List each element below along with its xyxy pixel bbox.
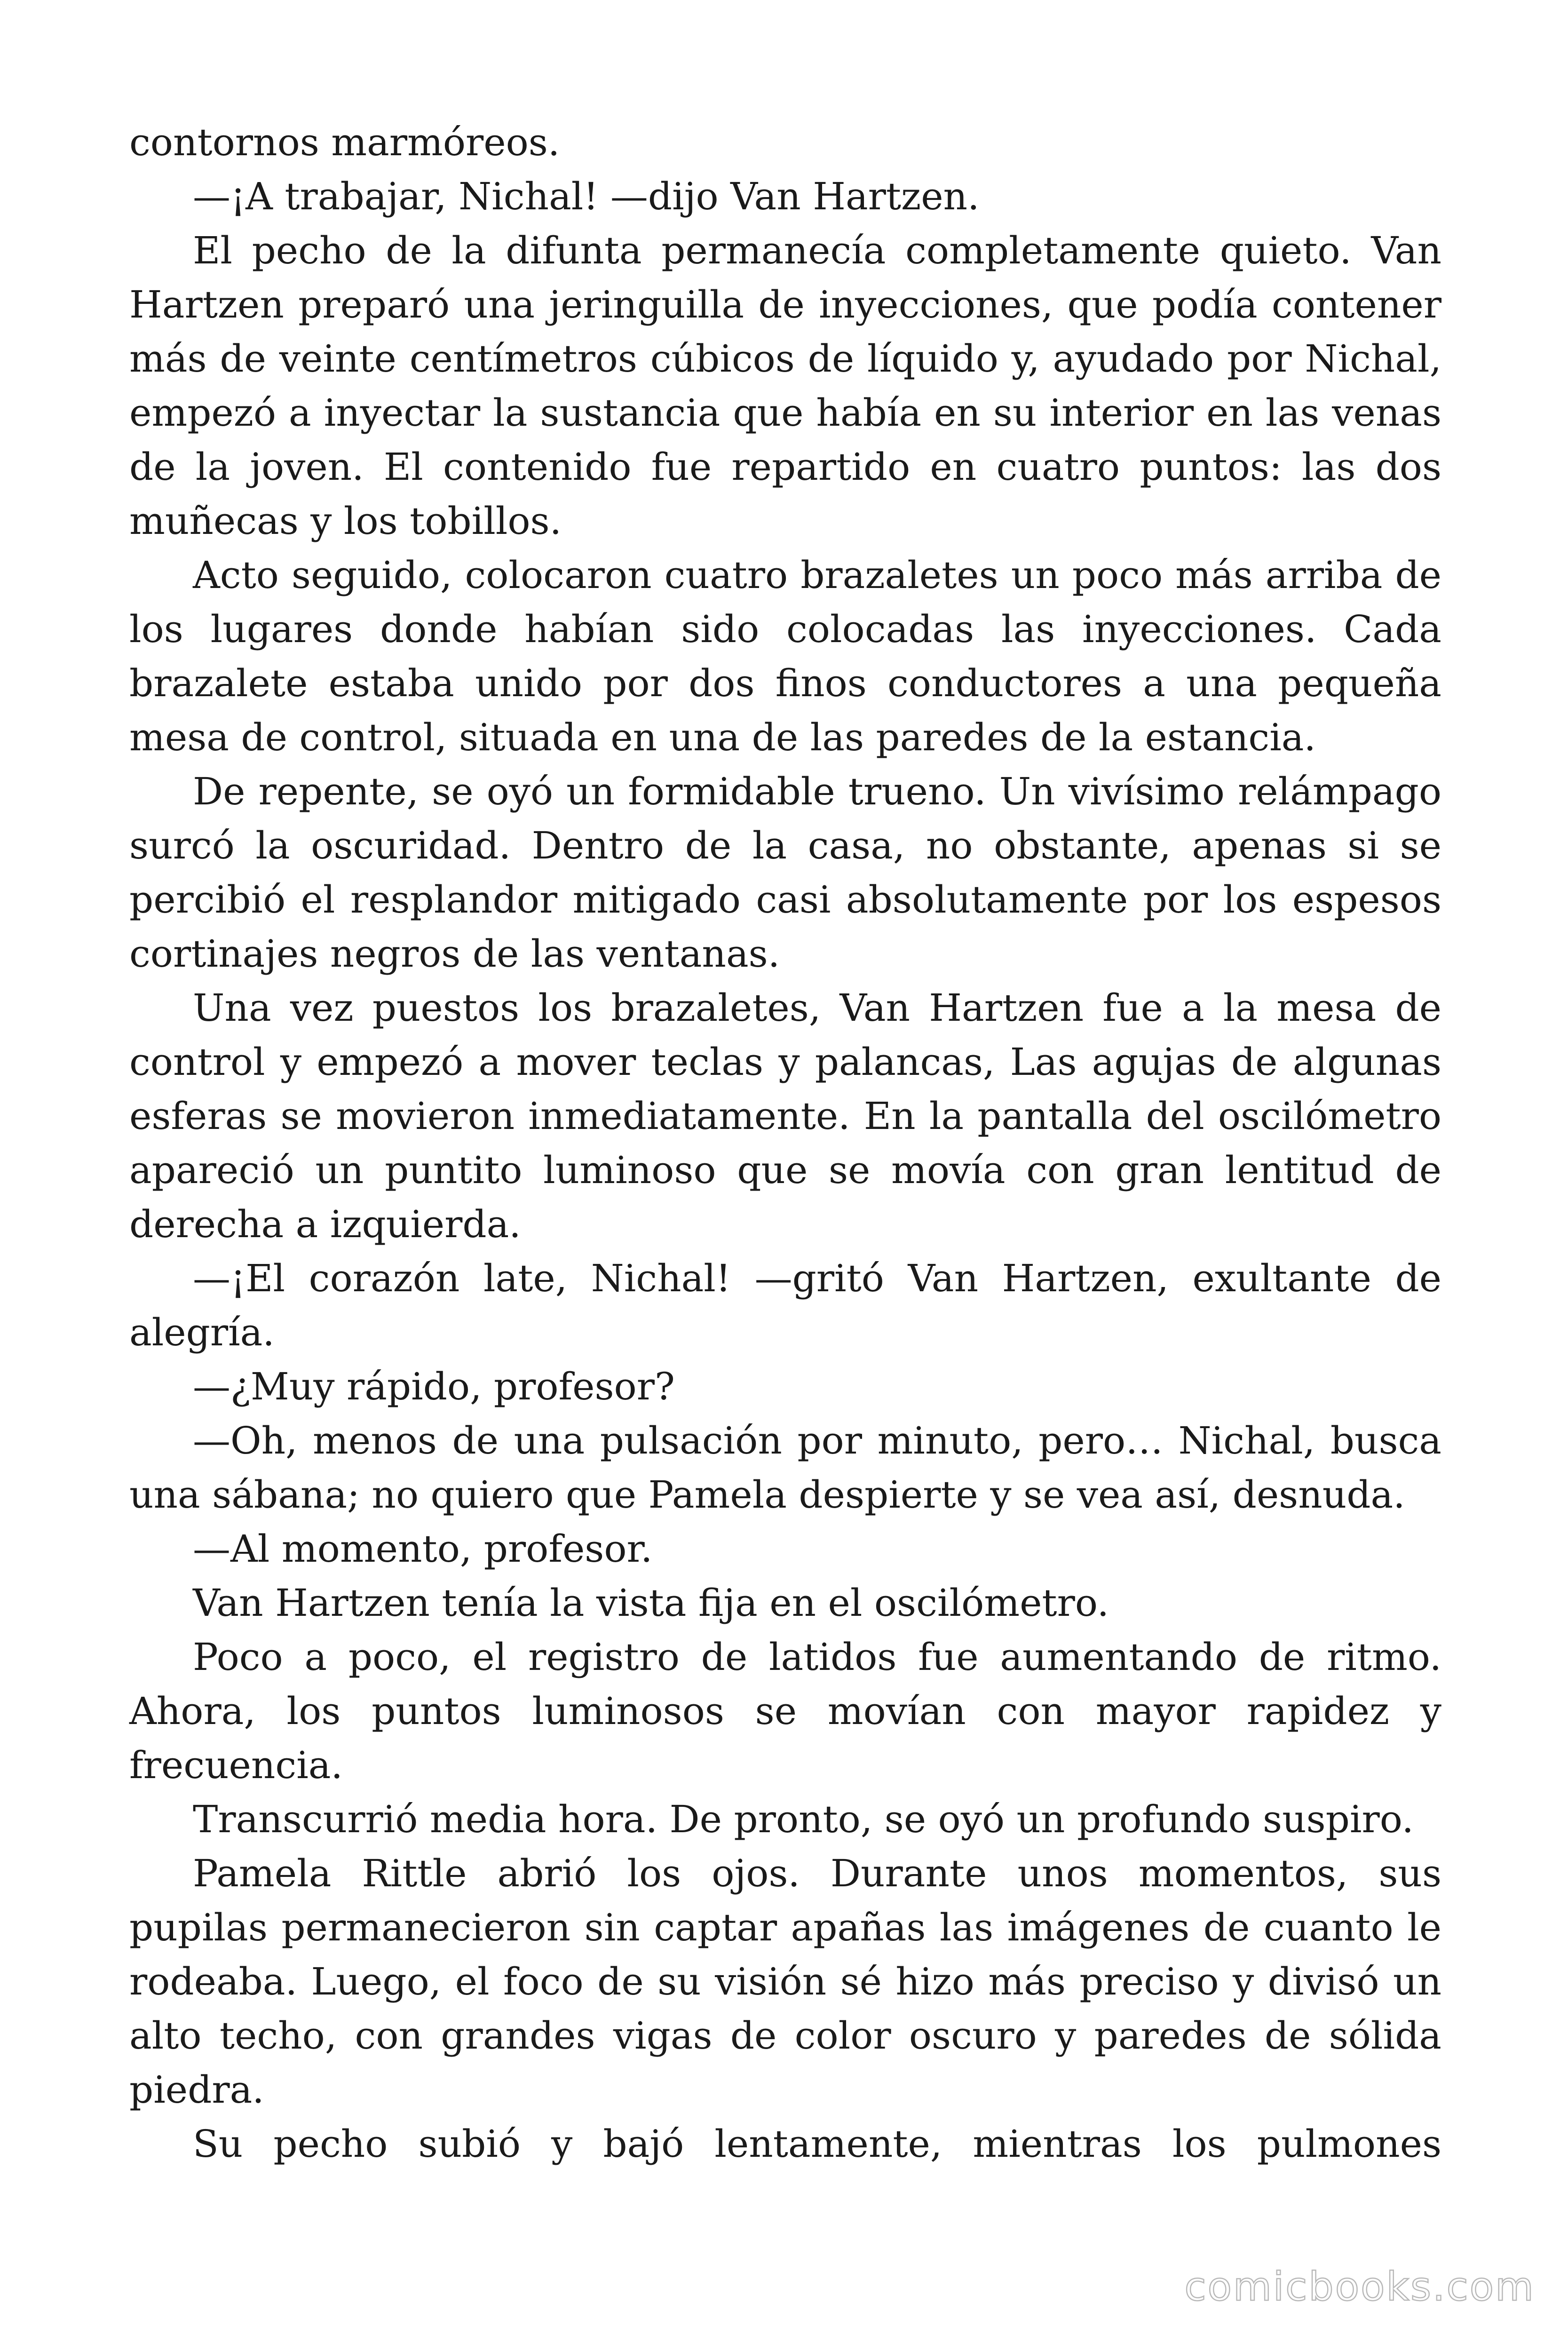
paragraph-1: contornos marmóreos. <box>129 120 560 164</box>
document-body <box>129 115 1441 2171</box>
paragraph-4: Acto seguido, colocaron cuatro brazaletes un poco más arriba de los lugares donde habían sido colocadas las inyecciones. Cada brazalete estaba unido por dos finos conductores a una pequeña mesa de control, situada en una de las paredes de la estancia. <box>129 553 1441 759</box>
paragraph-2: —¡A trabajar, Nichal! —dijo Van Hartzen. <box>193 175 980 218</box>
paragraph-15: Su pecho subió y bajó lentamente, mientras los pulmones <box>193 2122 1441 2166</box>
paragraph-3: El pecho de la difunta permanecía completamente quieto. Van Hartzen preparó una jeringuilla de inyecciones, que podía contener más de veinte centímetros cúbicos de líquido y, ayudado por Nichal, empezó a inyectar la sustancia que había en su interior en las venas de la joven. El contenido fue repartido en cuatro puntos: las dos muñecas y los tobillos. <box>129 229 1441 543</box>
paragraph-11: Van Hartzen tenía la vista fija en el oscilómetro. <box>193 1581 1109 1625</box>
watermark: comicbooks.com <box>1184 2264 1535 2310</box>
paragraph-10: —Al momento, profesor. <box>193 1527 653 1571</box>
paragraph-5: De repente, se oyó un formidable trueno. Un vivísimo relámpago surcó la oscuridad. Dentro de la casa, no obstante, apenas si se percibió el resplandor mitigado casi absolutamente por los espesos cortinajes negros de las ventanas. <box>129 770 1441 976</box>
paragraph-14: Pamela Rittle abrió los ojos. Durante unos momentos, sus pupilas permanecieron sin captar apañas las imágenes de cuanto le rodeaba. Luego, el foco de su visión sé hizo más preciso y divisó un alto techo, con grandes vigas de color oscuro y paredes de sólida piedra. <box>129 1851 1441 2112</box>
paragraph-7: —¡El corazón late, Nichal! —gritó Van Hartzen, exultante de alegría. <box>129 1256 1441 1354</box>
paragraph-9: —Oh, menos de una pulsación por minuto, pero… Nichal, busca una sábana; no quiero que Pamela despierte y se vea así, desnuda. <box>129 1419 1441 1517</box>
paragraph-6: Una vez puestos los brazaletes, Van Hartzen fue a la mesa de control y empezó a mover teclas y palancas, Las agujas de algunas esferas se movieron inmediatamente. En la pantalla del oscilómetro apareció un puntito luminoso que se movía con gran lentitud de derecha a izquierda. <box>129 986 1441 1246</box>
paragraph-13: Transcurrió media hora. De pronto, se oyó un profundo suspiro. <box>193 1797 1414 1841</box>
paragraph-12: Poco a poco, el registro de latidos fue aumentando de ritmo. Ahora, los puntos luminosos se movían con mayor rapidez y frecuencia. <box>129 1635 1441 1787</box>
paragraph-8: —¿Muy rápido, profesor? <box>193 1365 675 1408</box>
